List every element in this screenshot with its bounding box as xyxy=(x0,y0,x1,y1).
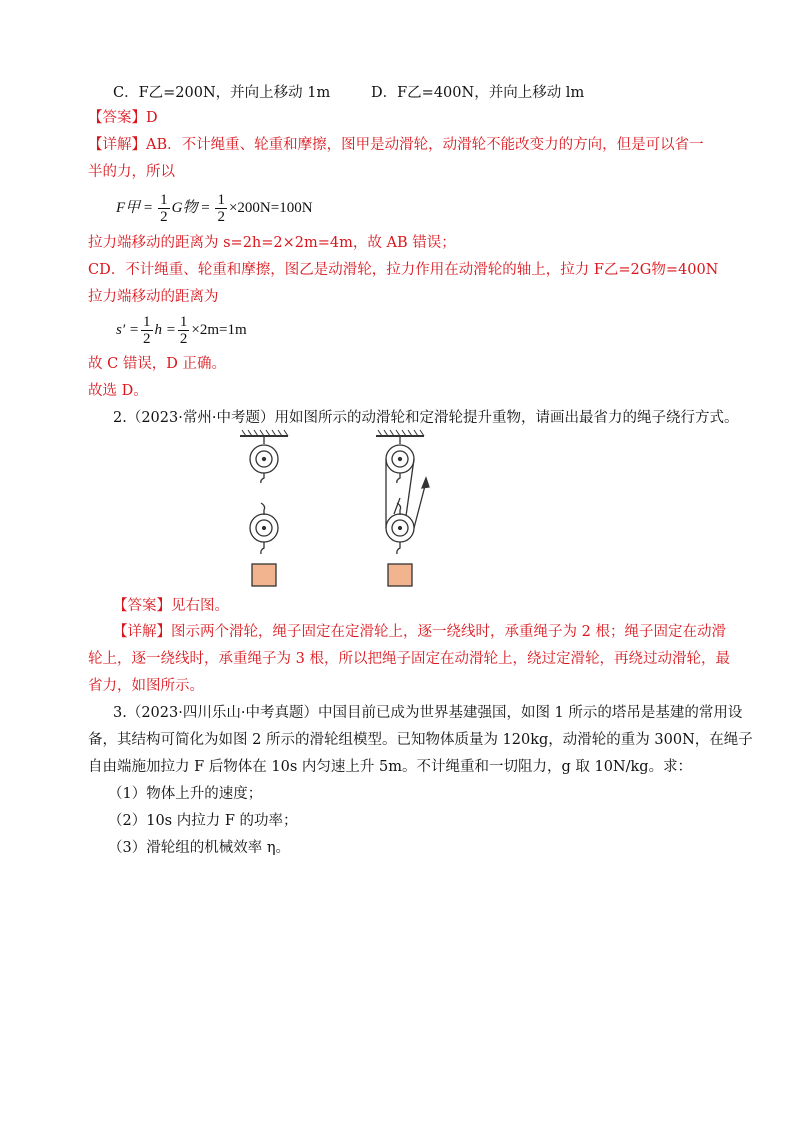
option-c: C．F乙=200N，并向上移动 1m xyxy=(113,85,331,101)
eq2-den1: 2 xyxy=(143,330,151,347)
left-fixed-hook xyxy=(261,473,264,483)
rope-free-end xyxy=(414,482,426,528)
pulley-figures xyxy=(230,428,450,593)
eq2-fraction1 xyxy=(141,314,153,347)
eq1-lhs: F甲 xyxy=(116,200,141,216)
right-load-hook xyxy=(397,542,400,554)
right-fixed-hook xyxy=(397,473,400,483)
left-fixed-axle xyxy=(263,458,266,461)
eq2-h: h = xyxy=(154,322,176,338)
right-pulley-figure xyxy=(376,430,429,586)
q3-sub2: （2）10s 内拉力 F 的功率； xyxy=(108,813,298,829)
q2-answer: 【答案】见右图。 xyxy=(113,598,229,614)
q3-sub1: （1）物体上升的速度； xyxy=(108,786,263,802)
eq1-num2: 1 xyxy=(217,191,225,208)
q3-sub3: （3）滑轮组的机械效率 η。 xyxy=(108,840,291,856)
eq2-num1: 1 xyxy=(143,313,151,330)
eq2-rhs: ×2m=1m xyxy=(191,322,247,338)
q1-distance-label: 拉力端移动的距离为 xyxy=(88,289,219,305)
q1-answer: 【答案】D xyxy=(88,110,158,126)
option-d: D．F乙=400N，并向上移动 lm xyxy=(371,85,585,101)
q1-cd-line: CD．不计绳重、轮重和摩擦，图乙是动滑轮，拉力作用在动滑轮的轴上，拉力 F乙=2G物=400N xyxy=(88,262,719,278)
q1-detail-line1: 【详解】AB．不计绳重、轮重和摩擦，图甲是动滑轮，动滑轮不能改变力的方向，但是可以省一 xyxy=(88,137,704,153)
q1-equation2 xyxy=(116,310,247,350)
eq1-fraction2 xyxy=(215,192,227,225)
left-moving-axle xyxy=(263,527,266,530)
eq1-g: G物 xyxy=(171,200,198,216)
eq2-fraction2 xyxy=(178,314,190,347)
eq1-den2: 2 xyxy=(217,208,225,225)
q2-detail-line1: 【详解】图示两个滑轮，绳子固定在定滑轮上，逐一绕线时，承重绳子为 2 根；绳子固定在动滑 xyxy=(113,624,726,640)
q3-stem-line3: 自由端施加拉力 F 后物体在 10s 内匀速上升 5m。不计绳重和一切阻力，g 取 10N/kg。求： xyxy=(88,759,693,775)
eq1-den1: 2 xyxy=(160,208,168,225)
pull-arrow-head xyxy=(422,478,429,488)
rope-middle-segment xyxy=(406,459,414,516)
q3-stem-line1: 3.（2023·四川乐山·中考真题）中国目前已成为世界基建强国，如图 1 所示的塔吊是基建的常用设 xyxy=(113,705,743,721)
eq2-lhs: s′ = xyxy=(116,322,139,338)
eq2-num2: 1 xyxy=(179,313,188,330)
eq2-den2: 2 xyxy=(179,330,188,347)
right-load-box xyxy=(388,564,412,586)
q1-detail-line2: 半的力，所以 xyxy=(88,164,175,180)
eq1-fraction1 xyxy=(158,192,170,225)
right-moving-axle xyxy=(399,527,402,530)
q1-distance-ab: 拉力端移动的距离为 s=2h=2×2m=4m，故 AB 错误； xyxy=(88,235,456,251)
rope-tie-segment xyxy=(394,498,400,514)
q1-equation1: F甲 = $\frac{1}{2}$ G物 = $\frac{1}{2}$ ×200N=100N xyxy=(116,191,313,225)
q1-conclusion1: 故 C 错误，D 正确。 xyxy=(88,356,227,372)
eq1-num1: 1 xyxy=(160,191,168,208)
left-pulley-figure xyxy=(240,430,288,586)
q2-stem: 2.（2023·常州·中考题）用如图所示的动滑轮和定滑轮提升重物，请画出最省力的绳子绕行方式。 xyxy=(113,410,739,426)
left-moving-hook xyxy=(261,503,265,515)
q2-detail-line2: 轮上，逐一绕线时，承重绳子为 3 根，所以把绳子固定在动滑轮上，绕过定滑轮，再绕过动滑轮，最 xyxy=(88,651,730,667)
q1-conclusion2: 故选 D。 xyxy=(88,383,148,399)
left-load-box xyxy=(252,564,276,586)
q2-detail-line3: 省力，如图所示。 xyxy=(88,678,204,694)
right-fixed-axle xyxy=(399,458,402,461)
eq1-rhs: ×200N=100N xyxy=(228,200,313,216)
q3-stem-line2: 备，其结构可简化为如图 2 所示的滑轮组模型。已知物体质量为 120kg，动滑轮的重为 300N，在绳子 xyxy=(88,732,753,748)
left-load-hook xyxy=(261,542,264,554)
